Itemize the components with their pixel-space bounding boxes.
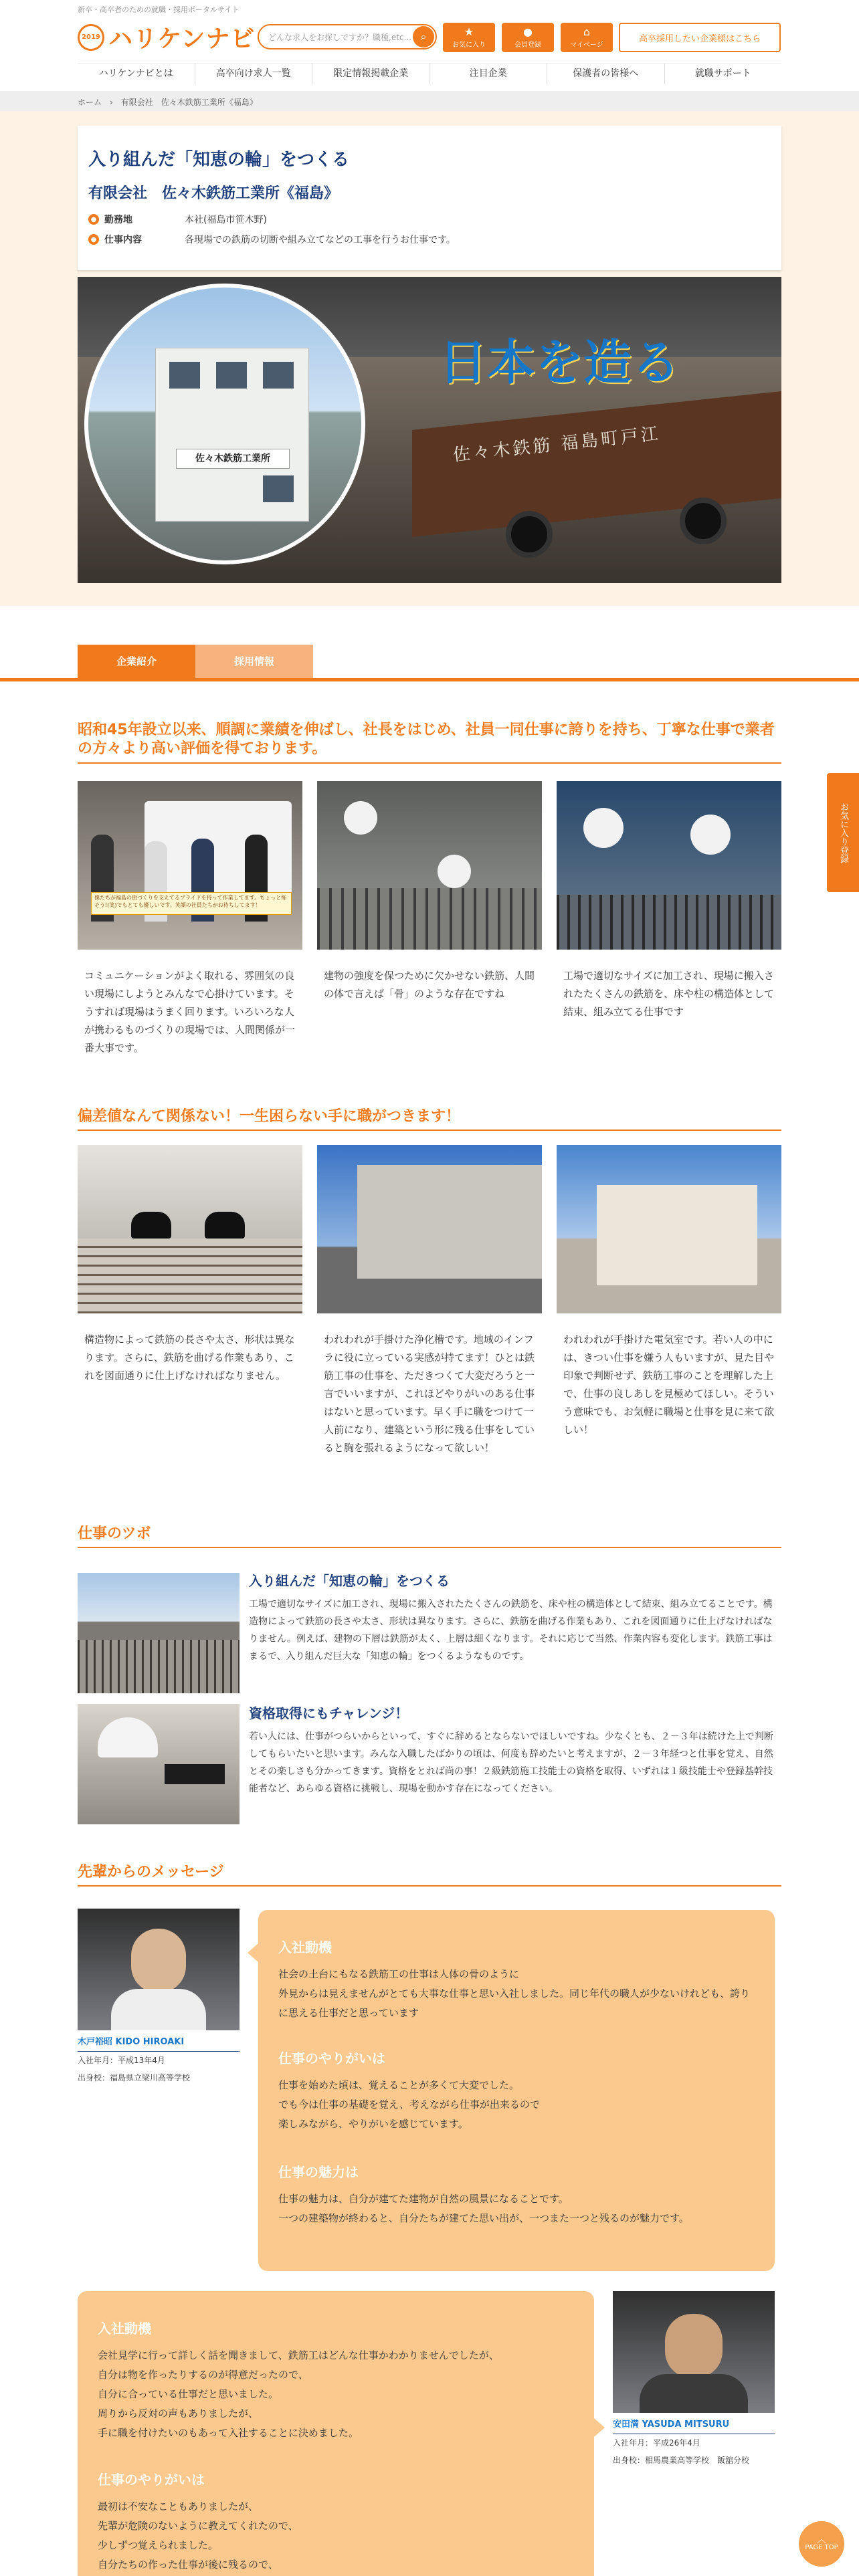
chevron-up-icon: ︿: [817, 2535, 826, 2545]
message-bubble-1: [258, 1910, 775, 2271]
nav-item-support[interactable]: 就職サポート: [664, 64, 782, 84]
senior-name-2: 安田満 YASUDA MITSURU: [613, 2413, 775, 2434]
page-top-label: PAGE TOP: [805, 2544, 838, 2551]
staff-photo: [78, 781, 302, 950]
bubble2-heading-2: 仕事のやりがいは: [98, 2472, 205, 2488]
rebar-work-photo: [78, 1145, 302, 1313]
search-placeholder: どんな求人をお探しですか？職種,etc...: [268, 32, 411, 42]
senior-photo-2: [613, 2291, 775, 2413]
face-shape: [665, 2314, 723, 2378]
bubble1-text-3a: 仕事の魅力は、自分が建てた建物が自然の風景になることです。: [278, 2193, 569, 2205]
work-row: [88, 233, 456, 246]
tip-heading-2: 資格取得にもチャレンジ！: [249, 1705, 409, 1721]
work-icon: ●: [88, 234, 99, 245]
user-icon: ●: [523, 25, 533, 38]
helmet-shape: [690, 815, 731, 855]
bubble2-text-1c: 自分に合っている仕事だと思いました。: [98, 2388, 279, 2400]
home-icon: ⌂: [583, 25, 591, 38]
face-shape: [131, 1929, 186, 1993]
bubble-arrow: [248, 1943, 258, 1962]
bubble2-text-2b: 先輩が危険のないように教えてくれたので、: [98, 2520, 298, 2532]
work-value: 各現場での鉄筋の切断や組み立てなどの工事を行うお仕事です。: [185, 235, 456, 245]
nav-item-limited[interactable]: 限定情報掲載企業: [312, 64, 430, 84]
rebar-photo: [317, 781, 542, 950]
bubble2-text-1d: 周りから反対の声もありましたが、: [98, 2407, 259, 2420]
building-window: [169, 362, 200, 389]
bubble1-text-2a: 仕事を始めた頃は、覚えることが多くて大変でした。: [278, 2079, 520, 2091]
logo-year-badge: 2019: [78, 24, 104, 51]
breadcrumb[interactable]: ホーム › 有限会社 佐々木鉄筋工業所《福島》: [78, 98, 258, 107]
bubble2-text-1b: 自分は物を作ったりするのが得意だったので、: [98, 2369, 308, 2381]
truck-text: 佐々木鉄筋 福島町戸江: [452, 423, 662, 466]
section1-text-3: 工場で適切なサイズに加工され、現場に搬入されたたくさんの鉄筋を、床や柱の構造体として結束、組み立てる仕事です: [563, 970, 775, 1018]
nav-item-featured[interactable]: 注目企業: [430, 64, 547, 84]
section2-text-1: 構造物によって鉄筋の長さや太さ、形状は異なります。さらに、鉄筋を曲げる作業もあり、これを図面通りに仕上げなければなりません。: [84, 1333, 295, 1382]
electric-room-photo: [557, 1145, 781, 1313]
section2-text-3: われわれが手掛けた電気室です。若い人の中には、きつい仕事を嫌う人もいますが、見た目や印象で判断せず、鉄筋工事のことを理解した上で、仕事の良しあしを見極めてほしい。そういう意味でも、お気軽に職場と仕事を見に来て欲しい！: [563, 1333, 775, 1436]
photo-caption: 僕たちが福島の街づくりを支えてるプライドを持って作業してます。ちょっと怖そう!(笑)でもとても優しいです。笑顔の社員たちがお待ちしてます！: [91, 892, 292, 915]
helmet-shape: [438, 855, 471, 888]
site-logo[interactable]: [78, 20, 255, 54]
binding-photo: [557, 781, 781, 950]
tip-heading-1: 入り組んだ「知恵の輪」をつくる: [249, 1573, 450, 1589]
office-building: [155, 348, 309, 522]
main-nav: [78, 63, 781, 84]
body-shape: [111, 1989, 206, 2030]
bubble-arrow: [594, 2418, 605, 2437]
bubble2-text-2d: 自分たちの作った仕事が後に残るので、: [98, 2559, 278, 2571]
senior-photo-1: [78, 1909, 240, 2030]
tab-bar: [78, 645, 313, 678]
logo-text: ハリケンナビ: [108, 25, 256, 53]
favorite-side-tab[interactable]: お気に入り登録: [827, 773, 859, 892]
electric-building: [597, 1185, 757, 1285]
mypage-button[interactable]: ⌂ マイページ: [561, 23, 613, 52]
recruit-company-button[interactable]: 高卒採用したい企業様はこちら: [619, 23, 781, 52]
tab-recruit[interactable]: 採用情報: [195, 645, 313, 678]
helmet-shape: [98, 1717, 158, 1757]
tip-text-1: 工場で適切なサイズに加工され、現場に搬入されたたくさんの鉄筋を、床や柱の構造体として結束、組み立てることです。構造物によって鉄筋の長さや太さ、形状は異なります。さらに、鉄筋を曲げる作業もあり、これを図面通りに仕上げなければなりません。例えば、建物の下層は鉄筋が太く、上層は細くなります。それに応じて当然、作業内容も変化します。鉄筋工事はまるで、入り組んだ巨大な「知恵の輪」をつくるようなものです。: [249, 1599, 773, 1662]
truck-wheel: [680, 498, 727, 544]
building-window: [263, 362, 294, 389]
favorite-button[interactable]: ★ お気に入り: [443, 23, 495, 52]
bubble1-heading-3: 仕事の魅力は: [278, 2164, 359, 2180]
search-icon[interactable]: ⌕: [413, 26, 434, 47]
senior-school-2: 出身校：相馬農業高等学校 飯舘分校: [613, 2456, 750, 2465]
bubble1-text-3b: 一つの建築物が終わると、自分たちが建てた思い出が、一つまた一つと残るのが魅力です。: [278, 2212, 689, 2224]
star-icon: ★: [464, 25, 474, 38]
senior-joined-1: 入社年月：平成13年4月: [78, 2056, 165, 2065]
bubble1-text-1a: 社会の土台にもなる鉄筋工の仕事は人体の骨のように: [278, 1968, 520, 1980]
location-icon: ●: [88, 214, 99, 225]
helmet-shape: [344, 801, 377, 835]
bubble2-text-1a: 会社見学に行って詳しく話を聞きまして、鉄筋工はどんな仕事かわかりませんでしたが、: [98, 2349, 499, 2361]
bubble2-text-2c: 少しずつ覚えられました。: [98, 2539, 219, 2551]
worker-figure: [131, 1212, 171, 1239]
header-tagline: 新卒・高卒者のための就職・採用ポータルサイト: [78, 5, 240, 14]
bubble1-text-1b: 外見からは見えませんがとても大事な仕事と思い入社しました。同じ年代の職人が少ないけれども、誇りに思える仕事だと思っています: [278, 1988, 751, 2019]
search-input[interactable]: [258, 24, 437, 49]
nav-item-parents[interactable]: 保護者の皆様へ: [547, 64, 664, 84]
senior-joined-2: 入社年月：平成26年4月: [613, 2438, 700, 2448]
location-label: 勤務地: [104, 215, 132, 225]
bubble1-heading-2: 仕事のやりがいは: [278, 2050, 385, 2066]
bubble1-text-2b: でも今は仕事の基礎を覚え、考えながら仕事が出来るので: [278, 2099, 540, 2111]
location-row: [88, 213, 267, 226]
bubble1-text-2c: 楽しみながら、やりがいを感じています。: [278, 2118, 468, 2130]
tool-shape: [165, 1764, 225, 1784]
messages-title: 先輩からのメッセージ: [78, 1860, 781, 1887]
work-label: 仕事内容: [104, 235, 142, 245]
bubble2-heading-1: 入社動機: [98, 2321, 151, 2337]
page-top-button[interactable]: [799, 2521, 844, 2567]
building-window: [263, 475, 294, 502]
helmet-shape: [583, 808, 624, 848]
bubble1-heading-1: 入社動機: [278, 1939, 332, 1955]
senior-profile-1: [78, 1909, 240, 2086]
nav-item-jobs[interactable]: 高卒向け求人一覧: [195, 64, 312, 84]
rebar-mesh: [557, 895, 781, 950]
tank-building: [357, 1165, 542, 1279]
tab-company[interactable]: 企業紹介: [78, 645, 195, 678]
senior-profile-2: [613, 2291, 775, 2469]
tip-image-2: [78, 1704, 240, 1824]
tip-image-1: [78, 1573, 240, 1693]
worker-figure: [205, 1212, 245, 1239]
bubble2-text-1e: 手に職を付けたいのもあって入社することに決めました。: [98, 2427, 359, 2439]
senior-name-1: 木戸裕昭 KIDO HIROAKI: [78, 2030, 240, 2052]
hero-copy: 日本を造る: [439, 334, 680, 391]
location-value: 本社(福島市笹木野): [185, 215, 267, 225]
company-card: [78, 126, 781, 270]
bubble2-text-2a: 最初は不安なこともありましたが、: [98, 2500, 259, 2512]
body-shape: [640, 2374, 748, 2413]
office-photo: [84, 284, 365, 564]
office-sign: 佐々木鉄筋工業所: [176, 449, 290, 469]
section1-text-2: 建物の強度を保つために欠かせない鉄筋、人間の体で言えば「骨」のような存在ですね: [324, 970, 535, 1000]
truck-wheel: [506, 511, 553, 558]
rebar-mesh: [317, 888, 542, 950]
nav-item-about[interactable]: ハリケンナビとは: [98, 68, 173, 79]
tips-title: 仕事のツボ: [78, 1522, 781, 1548]
message-bubble-2: [78, 2291, 594, 2576]
register-button[interactable]: ● 会員登録: [502, 23, 554, 52]
section2-text-2: われわれが手掛けた浄化槽です。地域のインフラに役に立っている実感が持てます！ひとは鉄筋工事の仕事を、ただきつくて大変だろうと一言でいいますが、これほどやりがいのある仕事はないと思っています。早く手に職をつけて一人前になり、建築という形に残る仕事をしていると胸を張れるようになって欲しい！: [324, 1333, 535, 1454]
section1-title: 昭和45年設立以来、順調に業績を伸ばし、社長をはじめ、社員一同仕事に誇りを持ち、丁寧な仕事で業者の方々より高い評価を得ております。: [78, 721, 781, 764]
rebar-mesh: [78, 1640, 240, 1693]
rebar-floor: [78, 1239, 302, 1313]
purification-tank-photo: [317, 1145, 542, 1313]
company-catch: 入り組んだ「知恵の輪」をつくる: [88, 150, 350, 170]
tip-text-2: 若い人には、仕事がつらいからといって、すぐに辞めるとならないでほしいですね。少なくとも、２－３年は続けた上で判断してもらいたいと思います。みんな入職したばかりの頃は、何度も辞めたいと考えますが、２－３年経つと仕事を覚え、自然とその楽しさも分かってきます。資格をとれば尚の事！２級鉄筋施工技能士の資格を取得、いずれは１級技能士や登録基幹技能者など、あらゆる資格に挑戦し、現場を動かす存在になってください。: [249, 1731, 773, 1794]
company-name: 有限会社 佐々木鉄筋工業所《福島》: [88, 185, 339, 202]
hero-image: [78, 277, 781, 583]
building-window: [216, 362, 247, 389]
tab-underline: [0, 678, 859, 681]
senior-school-1: 出身校：福島県立梁川高等学校: [78, 2073, 191, 2082]
section2-title: 偏差値なんて関係ない！一生困らない手に職がつきます！: [78, 1105, 781, 1131]
section1-text-1: コミュニケーションがよく取れる、雰囲気の良い現場にしようとみんなで心掛けています。そうすれば現場はうまく回ります。いろいろな人が携わるものづくりの現場では、人間関係が一番大事です。: [84, 970, 296, 1054]
